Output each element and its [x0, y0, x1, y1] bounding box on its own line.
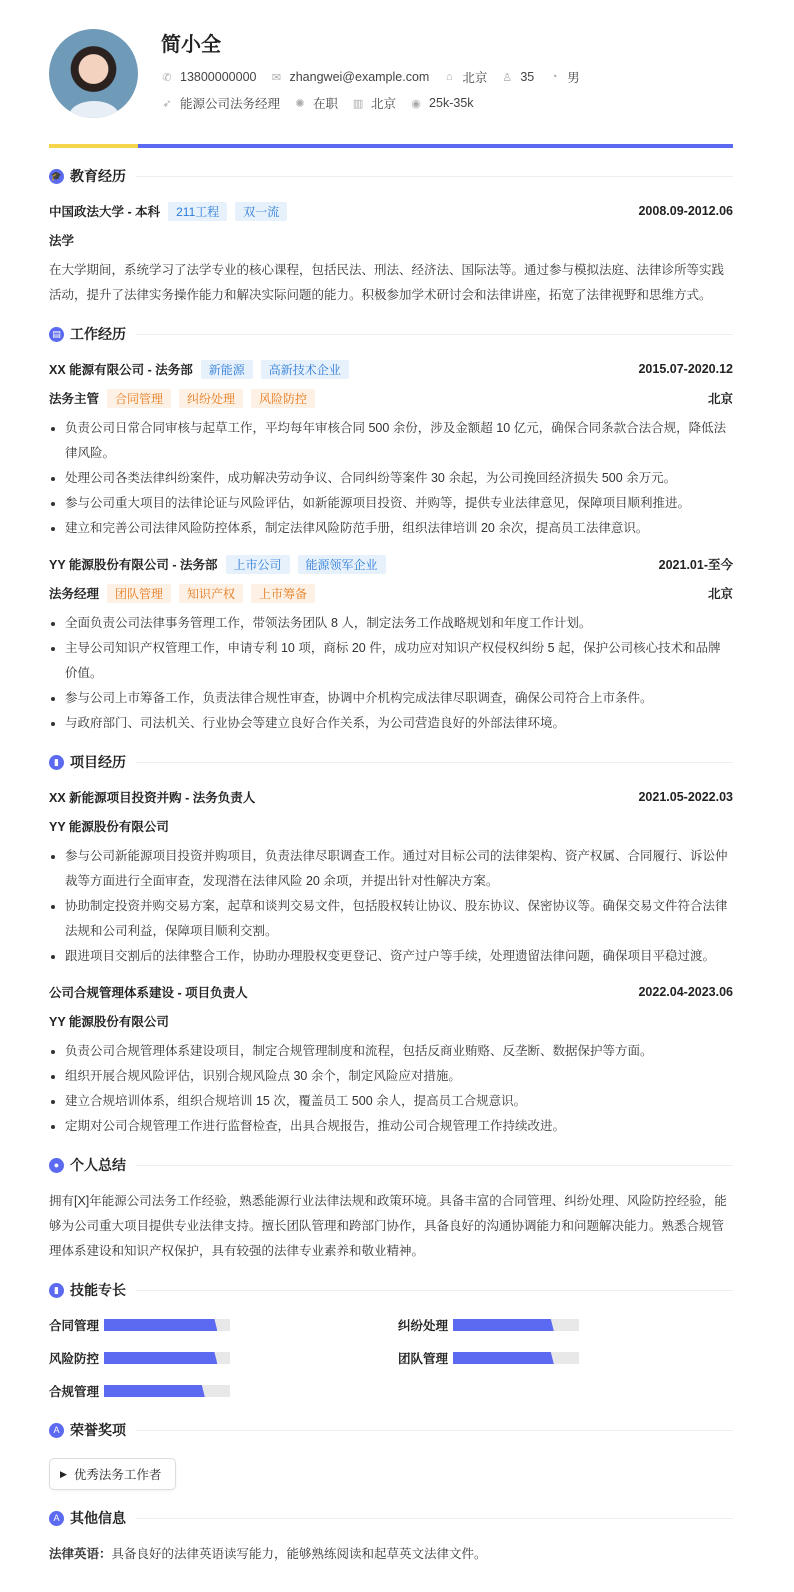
skill-name: 合规管理 — [49, 1385, 100, 1399]
skill-name: 风险防控 — [49, 1352, 100, 1366]
header-divider — [49, 144, 733, 148]
skill-item — [49, 1380, 398, 1402]
project-company: YY 能源股份有限公司 — [49, 1015, 169, 1029]
school: 中国政法大学 - 本科 — [49, 205, 161, 219]
date: 2021.05-2022.03 — [638, 790, 733, 804]
award-icon: A — [49, 1423, 64, 1438]
list-item: 跟进项目交割后的法律整合工作，协助办理股权变更登记、资产过户等手续，处理遗留法律问题，确保项目平稳过渡。 — [49, 944, 733, 969]
summary-text: 拥有[X]年能源公司法务工作经验，熟悉能源行业法律法规和政策环境。具备丰富的合同管理、纠纷处理、风险防控经验，能够为公司重大项目提供专业法律支持。擅长团队管理和跨部门协作，具备良好的沟通协调能力和问题解决能力。熟悉合规管理体系建设和知识产权保护，具有较强的法律专业素养和敬业精神。 — [49, 1194, 727, 1258]
role-row — [49, 582, 733, 604]
section-work — [49, 320, 733, 348]
skill-tag: 知识产权 — [179, 584, 243, 603]
list-item: 参与公司新能源项目投资并购项目，负责法律尽职调查工作。通过对目标公司的法律架构、资产权属、合同履行、诉讼仲裁等方面进行全面审查，发现潜在法律风险 20 余项，并提出针对性解决方案。 — [49, 844, 733, 894]
phone: 13800000000 — [180, 70, 257, 84]
job-header — [49, 553, 733, 575]
bullet-list — [49, 1039, 733, 1139]
date: 2015.07-2020.12 — [638, 362, 733, 376]
project-name: 公司合规管理体系建设 - 项目负责人 — [49, 986, 248, 1000]
list-item: 全面负责公司法律事务管理工作，带领法务团队 8 人，制定法务工作战略规划和年度工作计划。 — [49, 611, 733, 636]
section-title: 个人总结 — [70, 1157, 126, 1173]
contact-row — [161, 68, 594, 86]
position: 能源公司法务经理 — [180, 97, 281, 111]
role-group — [49, 389, 315, 408]
section-title: 荣誉奖项 — [70, 1422, 126, 1438]
skill-tag: 纠纷处理 — [179, 389, 243, 408]
list-item: 负责公司合规管理体系建设项目，制定合规管理制度和流程，包括反商业贿赂、反垄断、数据保护等方面。 — [49, 1039, 733, 1064]
project-company-row — [49, 1010, 733, 1032]
city: 北京 — [371, 97, 397, 111]
job-intent-row — [161, 94, 488, 112]
skill-item — [49, 1314, 398, 1336]
skill-bar — [453, 1319, 579, 1331]
tag: 双一流 — [235, 202, 287, 221]
section-education — [49, 162, 733, 190]
skill-tag: 上市筹备 — [251, 584, 315, 603]
skill-bar — [453, 1352, 579, 1364]
job-header — [49, 358, 733, 380]
other-text: 具备良好的法律英语读写能力，能够熟练阅读和起草英文法律文件。 — [111, 1547, 487, 1561]
list-item: 与政府部门、司法机关、行业协会等建立良好合作关系，为公司营造良好的外部法律环境。 — [49, 711, 733, 736]
age: 35 — [520, 70, 535, 84]
skill-tag: 合同管理 — [107, 389, 171, 408]
candidate-name: 简小全 — [161, 34, 221, 56]
list-item: 处理公司各类法律纠纷案件，成功解决劳动争议、合同纠纷等案件 30 余起，为公司挽回经济损失 500 余万元。 — [49, 466, 733, 491]
skill-bar — [104, 1319, 230, 1331]
other-label: 法律英语： — [49, 1547, 112, 1561]
list-item: 建立和完善公司法律风险防控体系，制定法律风险防范手册，组织法律培训 20 余次，提高员工法律意识。 — [49, 516, 733, 541]
briefcase-icon: ▤ — [49, 327, 64, 342]
list-item: 主导公司知识产权管理工作，申请专利 10 项，商标 20 件，成功应对知识产权侵权纠纷 5 起，保护公司核心技术和品牌价值。 — [49, 636, 733, 686]
project-name: XX 新能源项目投资并购 - 法务负责人 — [49, 791, 256, 805]
skill-bar-fill — [453, 1352, 554, 1364]
user-icon: ● — [49, 1158, 64, 1173]
education-desc: 在大学期间，系统学习了法学专业的核心课程，包括民法、刑法、经济法、国际法等。通过参与模拟法庭、法律诊所等实践活动，提升了法律实务操作能力和解决实际问题的能力。积极参加学术研讨会和法律讲座，拓宽了法律视野和思维方式。 — [49, 263, 725, 302]
section-title: 项目经历 — [70, 754, 126, 770]
section-title: 教育经历 — [70, 168, 126, 184]
section-projects — [49, 748, 733, 776]
role-row — [49, 387, 733, 409]
project-company-row — [49, 815, 733, 837]
skill-name: 团队管理 — [398, 1352, 449, 1366]
project-company: YY 能源股份有限公司 — [49, 820, 169, 834]
tag: 能源领军企业 — [298, 555, 386, 574]
building-icon: ▥ — [352, 97, 364, 110]
date: 2021.01-至今 — [658, 558, 733, 572]
award-name: 优秀法务工作者 — [73, 1468, 162, 1482]
education-row — [49, 200, 733, 222]
home-icon: ⌂ — [446, 71, 453, 83]
section-summary — [49, 1151, 733, 1179]
send-icon: ➶ — [162, 97, 172, 110]
phone-icon: ✆ — [162, 71, 172, 84]
other-info — [49, 1542, 733, 1567]
list-item: 参与公司重大项目的法律论证与风险评估，如新能源项目投资、并购等，提供专业法律意见，保障项目顺利推进。 — [49, 491, 733, 516]
project-header — [49, 981, 733, 1003]
section-title: 工作经历 — [70, 326, 126, 342]
tag: 新能源 — [201, 360, 253, 379]
bullet-list — [49, 844, 733, 969]
list-item: 建立合规培训体系，组织合规培训 15 次，覆盖员工 500 余人，提高员工合规意识。 — [49, 1089, 733, 1114]
bullet-list — [49, 416, 733, 541]
city: 北京 — [707, 587, 733, 601]
list-item: 协助制定投资并购交易方案，起草和谈判交易文件，包括股权转让协议、股东协议、保密协议等。确保交易文件符合法律法规和公司利益，保障项目顺利交割。 — [49, 894, 733, 944]
list-item: 定期对公司合规管理工作进行监督检查，出具合规报告，推动公司合规管理工作持续改进。 — [49, 1114, 733, 1139]
city: 北京 — [707, 392, 733, 406]
bar-chart-icon: ▮ — [49, 1283, 64, 1298]
tag: 高新技术企业 — [261, 360, 349, 379]
gender-icon: ◔ — [550, 71, 558, 83]
skill-tag: 风险防控 — [251, 389, 315, 408]
role-group — [49, 584, 315, 603]
date: 2008.09-2012.06 — [638, 204, 733, 218]
job-title-group — [49, 360, 349, 379]
chart-icon: ▮ — [49, 755, 64, 770]
skill-bar — [104, 1385, 230, 1397]
list-item: 参与公司上市筹备工作，负责法律合规性审查，协调中介机构完成法律尽职调查，确保公司符合上市条件。 — [49, 686, 733, 711]
status-icon: ✺ — [295, 97, 305, 110]
list-item: 组织开展合规风险评估，识别合规风险点 30 余个，制定风险应对措施。 — [49, 1064, 733, 1089]
graduation-icon: 🎓 — [49, 169, 64, 184]
tag: 上市公司 — [226, 555, 290, 574]
bullet-list — [49, 611, 733, 736]
gender: 男 — [567, 71, 580, 85]
job-title-group — [49, 555, 386, 574]
skill-bar — [104, 1352, 230, 1364]
skill-bar-fill — [104, 1352, 217, 1364]
date: 2022.04-2023.06 — [638, 985, 733, 999]
company: XX 能源有限公司 - 法务部 — [49, 363, 193, 377]
major-row — [49, 229, 733, 251]
mail-icon: ✉ — [271, 71, 282, 84]
triangle-icon: ▶ — [60, 1468, 67, 1479]
section-title: 技能专长 — [70, 1282, 126, 1298]
email: zhangwei@example.com — [289, 70, 430, 84]
info-icon: A — [49, 1511, 64, 1526]
skill-name: 纠纷处理 — [398, 1319, 449, 1333]
age-icon: ♙ — [502, 71, 513, 84]
section-other — [49, 1504, 733, 1532]
skill-item — [398, 1314, 733, 1336]
section-awards — [49, 1416, 733, 1444]
skill-bar-fill — [104, 1385, 205, 1397]
tag: 211工程 — [168, 202, 227, 221]
project-header — [49, 786, 733, 808]
skill-name: 合同管理 — [49, 1319, 100, 1333]
role: 法务经理 — [49, 587, 100, 601]
salary: 25k-35k — [429, 96, 474, 110]
section-skills — [49, 1276, 733, 1304]
list-item: 负责公司日常合同审核与起草工作，平均每年审核合同 500 余份，涉及金额超 10 亿元，确保合同条款合法合规，降低法律风险。 — [49, 416, 733, 466]
major: 法学 — [49, 234, 75, 248]
skill-tag: 团队管理 — [107, 584, 171, 603]
location: 北京 — [462, 71, 488, 85]
section-title: 其他信息 — [70, 1510, 126, 1526]
skill-item — [398, 1347, 733, 1369]
role: 法务主管 — [49, 392, 100, 406]
skill-bar-fill — [453, 1319, 554, 1331]
award-item — [49, 1458, 176, 1490]
skill-bar-fill — [104, 1319, 217, 1331]
company: YY 能源股份有限公司 - 法务部 — [49, 558, 218, 572]
status: 在职 — [313, 97, 339, 111]
skill-item — [49, 1347, 398, 1369]
salary-icon: ◉ — [411, 97, 421, 110]
avatar — [49, 29, 138, 118]
